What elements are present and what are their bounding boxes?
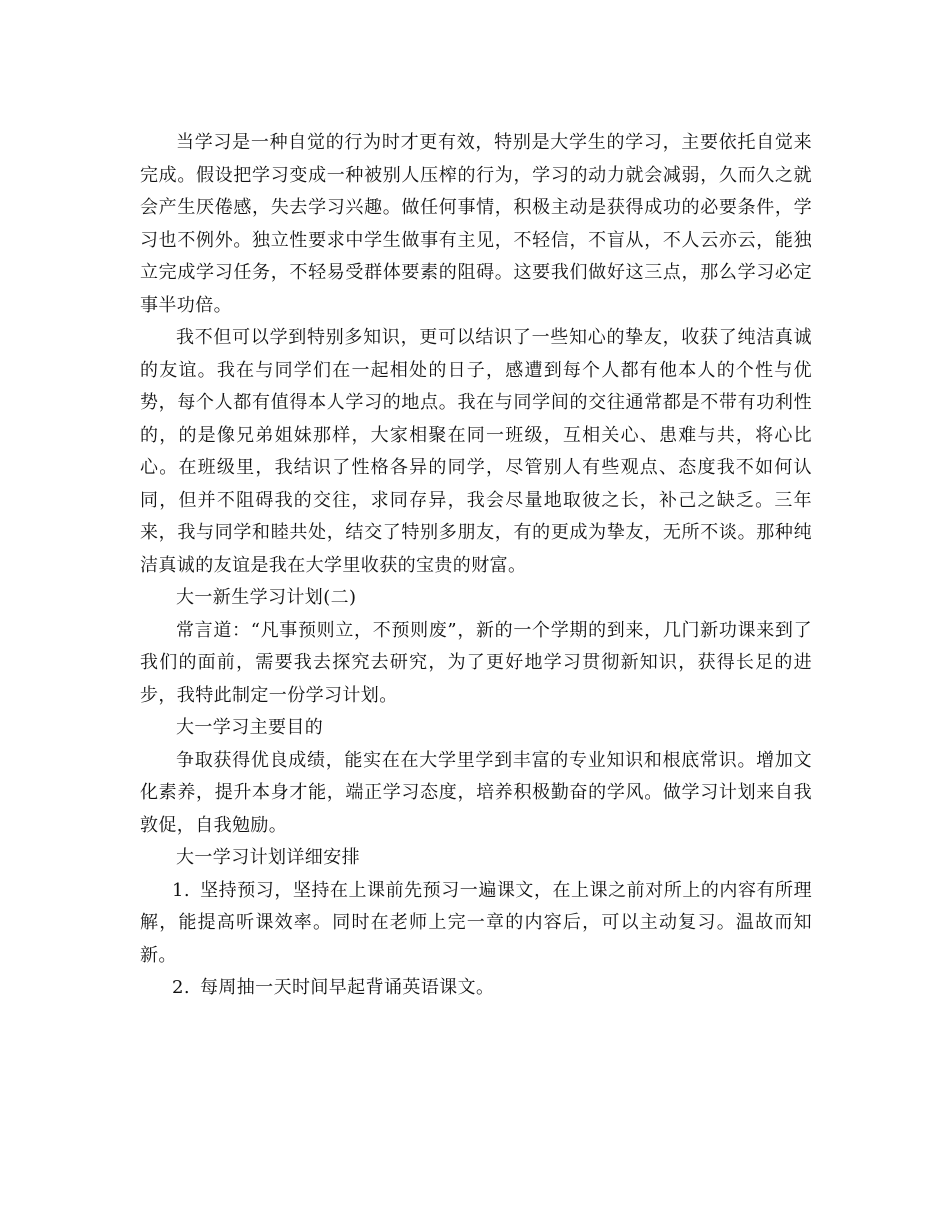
list-item xyxy=(140,972,812,1005)
paragraph-goal: 争取获得优良成绩，能实在在大学里学到丰富的专业知识和根底常识。增加文化素养，提升本身才能，端正学习态度，培养积极勤奋的学风。做学习计划来自我敦促，自我勉励。 xyxy=(140,749,812,836)
list-item-text: 坚持预习，坚持在上课前先预习一遍课文，在上课之前对所上的内容有所理解，能提高听课效率。同时在老师上完一章的内容后，可以主动复习。温故而知新。 xyxy=(140,879,812,966)
section-heading-goal: 大一学习主要目的 xyxy=(176,717,324,738)
paragraph-self-study: 当学习是一种自觉的行为时才更有效，特别是大学生的学习，主要依托自觉来完成。假设把学习变成一种被别人压榨的行为，学习的动力就会减弱，久而久之就会产生厌倦感，失去学习兴趣。做任何事情，积极主动是获得成功的必要条件，学习也不例外。独立性要求中学生做事有主见，不轻信，不盲从，不人云亦云，能独立完成学习任务，不轻易受群体要素的阻碍。这要我们做好这三点，那么学习必定事半功倍。 xyxy=(140,132,812,316)
section-heading-schedule: 大一学习计划详细安排 xyxy=(176,847,360,868)
list-item-number: 1. xyxy=(172,879,190,901)
section-heading-plan-two: 大一新生学习计划(二) xyxy=(176,587,357,608)
document-body xyxy=(140,127,812,1005)
list-item-text: 每周抽一天时间早起背诵英语课文。 xyxy=(199,977,495,998)
list-item xyxy=(140,875,812,973)
paragraph-friendship: 我不但可以学到特别多知识，更可以结识了一些知心的挚友，收获了纯洁真诚的友谊。我在与同学们在一起相处的日子，感遭到每个人都有他本人的个性与优势，每个人都有值得本人学习的地点。我在与同学间的交往通常都是不带有功利性的，的是像兄弟姐妹那样，大家相聚在同一班级，互相关心、患难与共，将心比心。在班级里，我结识了性格各异的同学，尽管别人有些观点、态度我不如何认同，但并不阻碍我的交往，求同存异，我会尽量地取彼之长，补己之缺乏。三年来，我与同学和睦共处，结交了特别多朋友，有的更成为挚友，无所不谈。那种纯洁真诚的友谊是我在大学里收获的宝贵的财富。 xyxy=(140,327,812,576)
paragraph-proverb: 常言道：“凡事预则立，不预则废”，新的一个学期的到来，几门新功课来到了我们的面前，需要我去探究去研究，为了更好地学习贯彻新知识，获得长足的进步，我特此制定一份学习计划。 xyxy=(140,619,812,706)
list-item-number: 2. xyxy=(172,977,190,998)
